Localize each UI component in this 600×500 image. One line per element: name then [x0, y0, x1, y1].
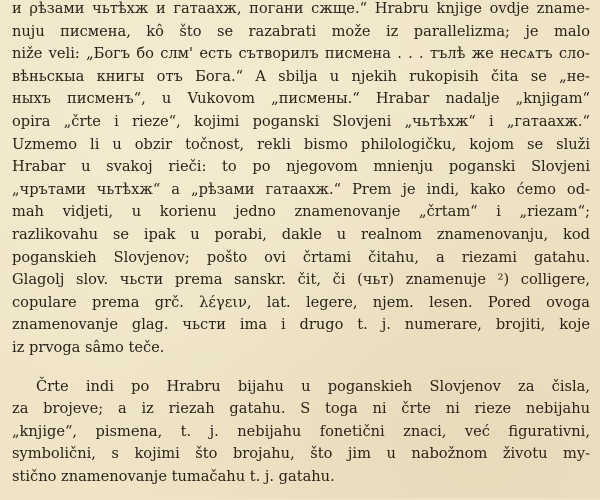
text-line: Hrabar u svakoj rieči: to po njegovom mnienju poganski Slovjeni	[12, 158, 590, 176]
text-line: opira „črte i rieze“, kojimi poganski Slovjeni „чьтѣхж“ i „гатаахж.“	[12, 112, 590, 130]
text-line: Uzmemo li u obzir točnost, rekli bismo philologičku, kojom se služi	[12, 135, 590, 153]
text-line: stično znamenovanje tumačahu t. j. gatahu.	[12, 467, 335, 485]
text-line: и ρѣзами чьтѣхж и гатаахж, погани сжще.“ Hrabru knjige ovdje zname-	[12, 0, 590, 17]
text-line: razlikovahu se ipak u porabi, dakle u realnom znamenovanju, kod	[12, 225, 590, 243]
text-line: Glagolj slov. чьсти prema sanskr. čit, či (чьт) znamenuje ²) colligere,	[12, 271, 590, 289]
text-line: copulare prema grč. λέγειν, lat. legere, njem. lesen. Pored ovoga	[12, 293, 590, 311]
paragraph-1	[12, 0, 590, 360]
text-line: znamenovanje glag. чьсти ima i drugo t. j. numerare, brojiti, koje	[12, 316, 590, 334]
text-line: „knjige“, pismena, t. j. nebijahu fonetični znaci, već figurativni,	[12, 422, 590, 440]
paragraph-spacer	[12, 360, 590, 376]
text-line: „чрътами чьтѣхж“ a „рѣзами гатаахж.“ Prem je indi, kako ćemo od-	[12, 180, 590, 198]
text-line: nuju писмена, kô što se razabrati može iz parallelizma; je malo	[12, 22, 590, 40]
paragraph-2	[12, 376, 590, 489]
text-line: mah vidjeti, u korienu jedno znamenovanje „črtam“ i „riezam“;	[12, 203, 590, 221]
text-line: вѣньскыа книгы отъ Бога.“ A sbilja u njekih rukopisih čita se „не-	[12, 67, 590, 85]
text-line: niže veli: „Богъ бо слм' есть сътворилъ писмена . . . тълѣ же несѧтъ сло-	[12, 45, 590, 63]
text-line: ныхъ писменъ“, u Vukovom „писмены.“ Hrabar nadalje „knjigam“	[12, 90, 590, 108]
text-line: symbolični, s kojimi što brojahu, što jim u nabožnom životu my-	[12, 445, 590, 463]
text-line: iz prvoga sâmo teče.	[12, 338, 165, 356]
text-line: za brojeve; a iz riezah gatahu. S toga ni črte ni rieze nebijahu	[12, 400, 590, 418]
text-line: poganskieh Slovjenov; pošto ovi črtami čitahu, a riezami gatahu.	[12, 248, 590, 266]
text-line: Črte indi po Hrabru bijahu u poganskieh Slovjenov za čisla,	[36, 377, 590, 395]
